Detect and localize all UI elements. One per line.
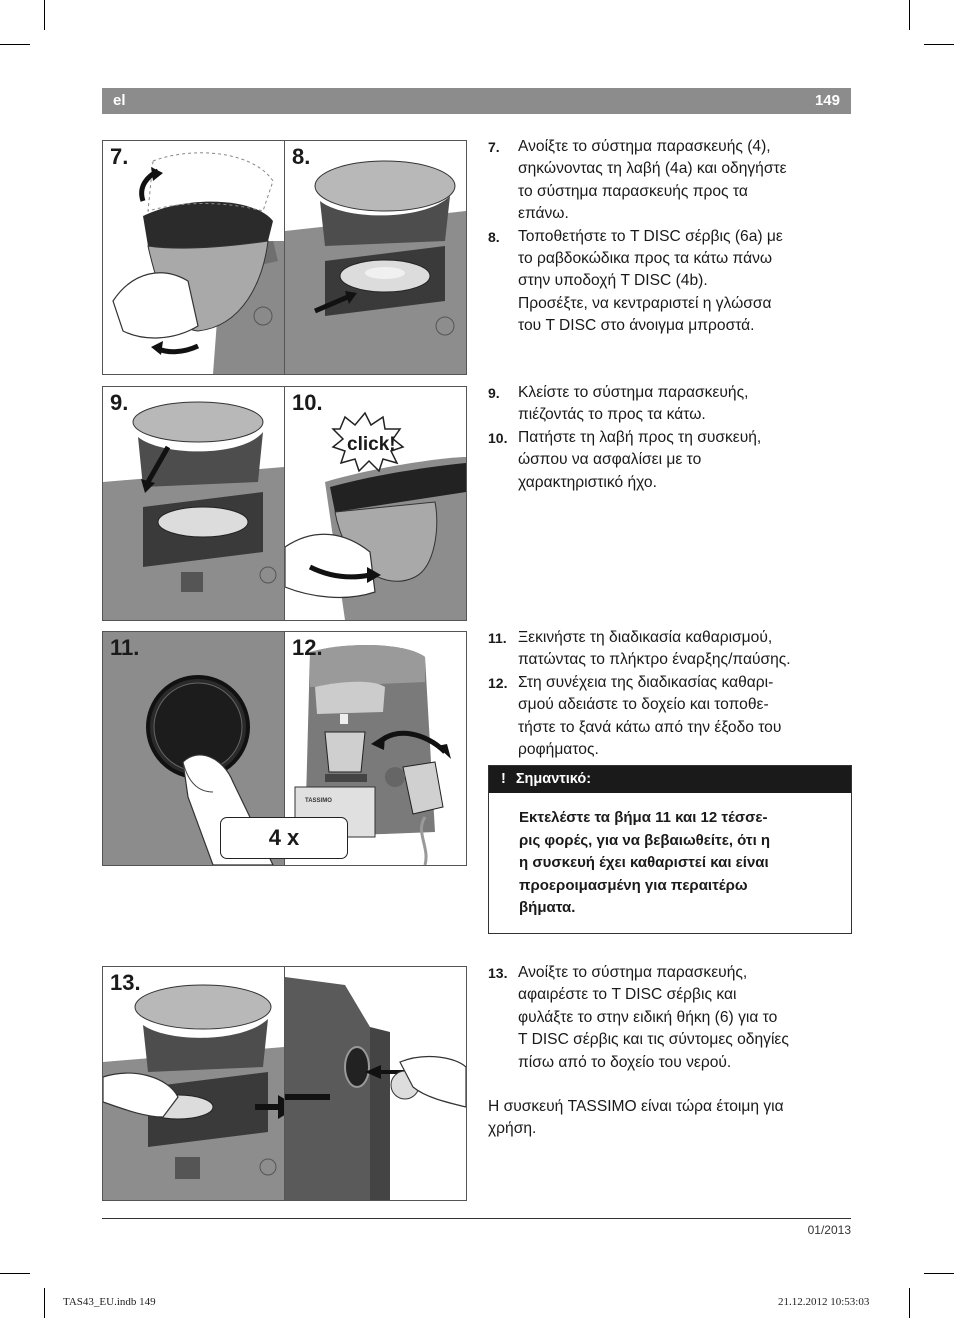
notice-line: βήματα. (519, 899, 576, 917)
tdisc-storage-illustration (285, 967, 466, 1200)
step-line: Ανοίξτε το σύστημα παρασκευής (4), (518, 138, 771, 155)
notice-line: η συσκευή έχει καθαριστεί και είναι (519, 854, 769, 872)
figure-step-number: 7. (110, 144, 129, 169)
step-number: 8. (488, 228, 500, 245)
crop-mark (0, 44, 30, 45)
step-12 (488, 672, 853, 762)
step-line: Στη συνέχεια της διαδικασίας καθαρι- (518, 673, 774, 691)
notice-line: Εκτελέστε τα βήμα 11 και 12 τέσσε- (519, 809, 768, 826)
step-line: Τοποθετήστε το T DISC σέρβις (6a) με (518, 227, 783, 245)
figure-step-number: 12. (292, 635, 323, 660)
handle-lock-illustration (285, 387, 466, 620)
brewer-open-illustration (103, 141, 284, 374)
crop-mark (44, 0, 45, 30)
step-line: επάνω. (518, 205, 569, 223)
step-line: χαρακτηριστικό ήχο. (518, 473, 657, 491)
figure-step-number: 10. (292, 390, 323, 415)
closing-line: Η συσκευή TASSIMO είναι τώρα έτοιμη για (488, 1098, 784, 1115)
footer-date: 01/2013 (807, 1223, 851, 1237)
notice-title: Σημαντικό: (515, 771, 592, 787)
crop-mark (909, 1288, 910, 1318)
page-number: 149 (814, 92, 840, 109)
step-10 (488, 427, 853, 494)
step-line: πίσω από το δοχείο του νερού. (518, 1053, 732, 1071)
crop-mark (924, 44, 954, 45)
steps-11-12 (488, 627, 853, 761)
step-line: του T DISC στο άνοιγμα μπροστά. (518, 317, 755, 335)
notice-header (489, 766, 851, 793)
language-code: el (113, 92, 126, 109)
page-header (102, 88, 851, 114)
click-label: click! (347, 434, 396, 455)
step-number: 7. (488, 139, 500, 155)
notice-line: προεροιμασμένη για περαιτέρω (519, 876, 748, 894)
step-line: Ανοίξτε το σύστημα παρασκευής, (518, 964, 748, 981)
step-line: στην υποδοχή T DISC (4b). (518, 272, 708, 290)
figure-step-number: 9. (110, 390, 129, 415)
figure-step-13-storage (285, 967, 466, 1200)
steps-7-8 (488, 136, 853, 338)
figure-steps-11-12 (102, 631, 467, 866)
figure-steps-7-8 (102, 140, 467, 375)
figure-step-13-open (103, 967, 284, 1200)
machine-brand-label: TASSIMO (305, 798, 332, 804)
figure-step-7 (103, 141, 284, 374)
closing-statement (488, 1096, 853, 1141)
step-7 (488, 136, 853, 226)
figure-step-8 (285, 141, 466, 374)
step-line: Προσέξτε, να κεντραριστεί η γλώσσα (518, 294, 772, 312)
step-line: ροφήματος. (518, 741, 599, 759)
step-number: 13. (488, 965, 508, 981)
step-line: Ξεκινήστε τη διαδικασία καθαρισμού, (518, 629, 773, 646)
print-slug-right: 21.12.2012 10:53:03 (778, 1296, 870, 1308)
tdisc-insert-illustration (285, 141, 466, 374)
step-line: πιέζοντάς το προς τα κάτω. (518, 406, 706, 424)
step-line: αφαιρέστε το T DISC σέρβις και (518, 986, 737, 1004)
step-13 (488, 962, 853, 1074)
figure-step-9 (103, 387, 284, 620)
step-line: σμού αδειάστε το δοχείο και τοποθε- (518, 696, 769, 714)
step-number: 11. (488, 630, 507, 646)
step-line: T DISC σέρβις και τις σύντομες οδηγίες (518, 1031, 789, 1049)
step-line: Πατήστε τη λαβή προς τη συσκευή, (518, 428, 762, 446)
step-line: Κλείστε το σύστημα παρασκευής, (518, 384, 749, 401)
step-line: φυλάξτε το στην ειδική θήκη (6) για το (518, 1008, 778, 1026)
step-number: 10. (488, 429, 508, 446)
crop-mark (909, 0, 910, 30)
crop-mark (0, 1273, 30, 1274)
figure-step-number: 11. (110, 635, 140, 660)
steps-9-10 (488, 382, 853, 494)
print-slug-left: TAS43_EU.indb 149 (63, 1296, 156, 1308)
notice-body (489, 793, 851, 920)
crop-mark (924, 1273, 954, 1274)
tdisc-remove-illustration (103, 967, 284, 1200)
figure-steps-9-10 (102, 386, 467, 621)
step-number: 12. (488, 674, 508, 691)
figure-step-number: 8. (292, 144, 311, 169)
step-8 (488, 226, 853, 338)
step-9 (488, 382, 853, 427)
figure-step-10 (285, 387, 466, 620)
step-line: τήστε το ξανά κάτω από την έξοδο του (518, 718, 782, 736)
notice-line: ρις φορές, για να βεβαιωθείτε, ότι η (519, 831, 771, 849)
repeat-count-box: 4 x (220, 817, 348, 859)
step-line: σηκώνοντας τη λαβή (4a) και οδηγήστε (518, 160, 787, 178)
crop-mark (44, 1288, 45, 1318)
step-number: 9. (488, 385, 500, 401)
step-13-block (488, 962, 853, 1074)
important-notice (488, 765, 852, 934)
step-line: το σύστημα παρασκευής προς τα (518, 182, 748, 200)
brewer-close-illustration (103, 387, 284, 620)
exclamation-icon: ! (501, 771, 506, 787)
step-line: ώσπου να ασφαλίσει με το (518, 451, 702, 469)
step-line: το ραβδοκώδικα προς τα κάτω πάνω (518, 250, 773, 268)
step-11 (488, 627, 853, 672)
step-line: πατώντας το πλήκτρο έναρξης/παύσης. (518, 651, 791, 669)
figure-step-13 (102, 966, 467, 1201)
closing-line: χρήση. (488, 1120, 537, 1138)
figure-step-number: 13. (110, 970, 141, 995)
footer-rule (102, 1218, 851, 1219)
